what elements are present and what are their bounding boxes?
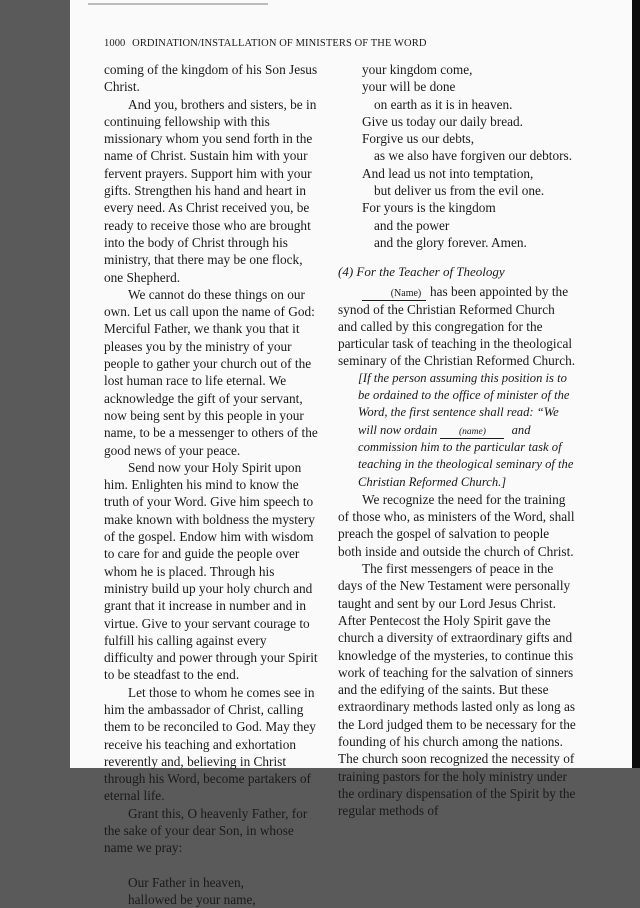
page-number: 1000 <box>104 38 126 49</box>
prayer-line: as we also have forgiven our debtors. <box>374 148 573 164</box>
rubric-text: [If the person assuming this position is to be ordained to the office of minister of the Word, the first sentence shall read: “We will now ordain <box>358 370 570 437</box>
prayer-line: and the glory forever. Amen. <box>374 234 527 250</box>
paragraph: coming of the kingdom of his Son Jesus Christ. <box>104 62 318 95</box>
prayer-line: Forgive us our debts, <box>362 131 475 147</box>
name-blank: (Name) <box>362 288 426 301</box>
paragraph: We recognize the need for the training of those who, as ministers of the Word, shall preach the gospel of salvation to people both inside and outside the church of Christ. <box>338 491 575 559</box>
prayer-line: For yours is the kingdom <box>362 200 496 216</box>
scan-artifact-line <box>88 3 268 5</box>
rubric-note <box>338 370 576 491</box>
prayer-line: Give us today our daily bread. <box>362 113 523 129</box>
rubric-text: and commission him to the particular task of teaching in the theological seminary of the Christian Reformed Church.] <box>358 422 574 489</box>
prayer-line: Our Father in heaven, <box>128 874 244 890</box>
prayer-line: your will be done <box>362 79 456 95</box>
prayer-line: your kingdom come, <box>362 62 473 77</box>
prayer-line: And lead us not into temptation, <box>362 165 534 181</box>
name-blank: (name) <box>440 426 504 439</box>
prayer-line: on earth as it is in heaven. <box>374 96 513 112</box>
prayer-line: and the power <box>374 217 450 233</box>
paragraph <box>338 283 576 370</box>
prayer-line: hallowed be your name, <box>128 891 256 907</box>
paragraph: We cannot do these things on our own. Let us call upon the name of God: Merciful Father, we thank you that it pleases you by the ministry of your people to gather your church out of the lost human race to life eternal. We acknowledge the gift of your servant, now being sent by this people in your name, to be a messenger to others of the good news of your peace. <box>104 286 318 458</box>
running-head-title: ORDINATION/INSTALLATION OF MINISTERS OF THE WORD <box>132 38 427 49</box>
paragraph: Let those to whom he comes see in him the ambassador of Christ, calling them to be reconciled to God. May they receive his teaching and exhortation reverently and, believing in Christ through his Word, become partakers of eternal life. <box>104 684 316 804</box>
prayer-line: but deliver us from the evil one. <box>374 183 545 199</box>
scan-edge <box>632 0 640 768</box>
running-head <box>104 38 604 49</box>
paragraph: And you, brothers and sisters, be in continuing fellowship with this missionary whom you send forth in the name of Christ. Sustain him with your fervent prayers. Support him with your gifts. Strengthen his hand and heart in every need. As Christ received you, be ready to receive those who are brought into the body of Christ through his ministry, that there may be one flock, one Shepherd. <box>104 96 317 285</box>
paragraph: The first messengers of peace in the days of the New Testament were personally taught and sent by our Lord Jesus Christ. After Pentecost the Holy Spirit gave the church a diversity of extraordinary gifts and knowledge of the mysteries, to continue this work of teaching for the salvation of sinners and the edifying of the saints. But these extraordinary methods lasted only as long as the Lord judged them to be necessary for the founding of his church among the nations. The church soon recognized the necessity of training pastors for the holy ministry under the ordinary dispensation of the Spirit by the regular methods of <box>338 561 576 819</box>
left-column <box>104 61 318 908</box>
paragraph: Send now your Holy Spirit upon him. Enlighten his mind to know the truth of your Word. Give him speech to make known with boldness the mystery of the gospel. Endow him with wisdom to care for and guide the people over whom he is placed. Through his ministry build up your holy church and grant that it increase in number and in virtue. Give to your servant courage to fulfill his calling against every difficulty and power through your Spirit to be steadfast to the end. <box>104 459 318 683</box>
paragraph-text: has been appointed by the synod of the Christian Reformed Church and called by this congregation for the particular task of teaching in the theological seminary of the Christian Reformed Church. <box>338 283 576 369</box>
right-column <box>338 61 576 819</box>
section-heading: (4) For the Teacher of Theology <box>338 264 505 280</box>
paragraph: Grant this, O heavenly Father, for the sake of your dear Son, in whose name we pray: <box>104 805 308 856</box>
